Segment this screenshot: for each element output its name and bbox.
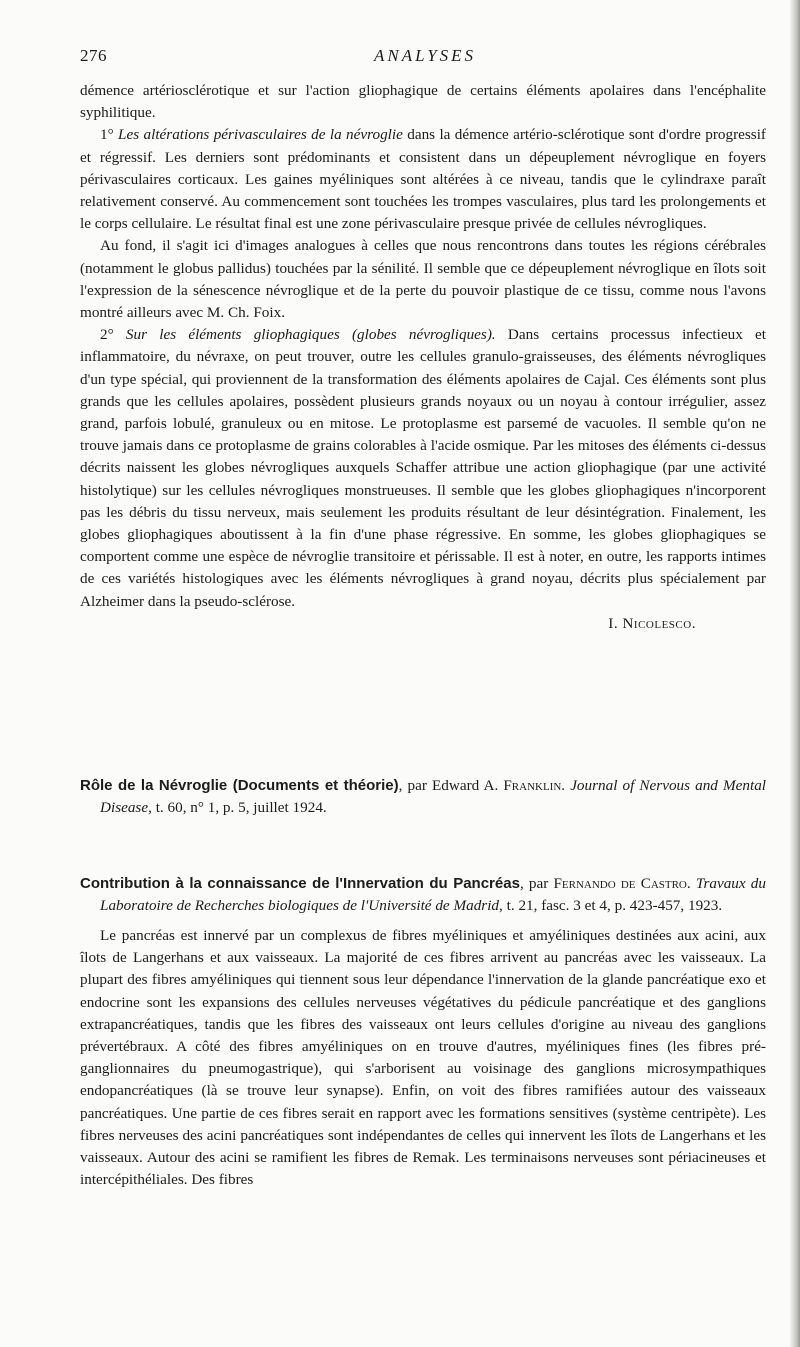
article-title: Contribution à la connaissance de l'Innervation du Pancréas — [80, 875, 520, 892]
reference: , t. 21, fasc. 3 et 4, p. 423-457, 1923. — [499, 897, 723, 915]
author-name: Fernando de Castro — [553, 875, 687, 892]
section-1-heading: Les altérations périvasculaires de la névroglie — [118, 126, 403, 144]
article-castro-body — [80, 925, 766, 1191]
section-1-text: dans la démence artério-sclérotique sont d'ordre progressif et régressif. Les derniers sont prédominants et consistent dans un dépeuplement névroglique en foyers périvasculaires corticaux. Les gaines myéliniques sont altérées à ce niveau, tandis que le cylindraxe paraît relativement conservé. Au commencement sont touchées les trompes vasculaires, plus tard les prolongements et le corps cellulaire. Le résultat final est une zone périvasculaire presque privée de cellules névrogliques. — [80, 126, 766, 233]
intro-paragraph: démence artériosclérotique et sur l'action gliophagique de certains éléments apolaires dans l'encéphalite syphilitique. — [80, 82, 766, 122]
journal-name: Journal of Nervous and Mental Disease — [100, 777, 767, 817]
signature-line — [80, 613, 766, 635]
running-title: ANALYSES — [373, 46, 477, 65]
section-2-paragraph — [80, 324, 766, 613]
reference: , t. 60, n° 1, p. 5, juillet 1924. — [148, 799, 327, 817]
section-1-number: 1° — [100, 126, 114, 144]
discussion-paragraph: Au fond, il s'agit ici d'images analogues à celles que nous rencontrons dans toutes les régions cérébrales (notamment le globus pallidus) touchées par la sénilité. Il semble que ce dépeuplement névroglique en îlots soit l'expression de la sénescence névroglique et de la perte du pouvoir plastique de ce tissu, comme nous l'avons montré ailleurs avec M. Ch. Foix. — [80, 237, 766, 322]
citation-castro — [80, 873, 766, 917]
section-1-paragraph — [80, 124, 766, 235]
journal-name: Travaux du Laboratoire de Recherches biologiques de l'Université de Madrid — [100, 875, 766, 915]
byline: , par — [519, 875, 554, 892]
author-name: Franklin — [503, 777, 562, 794]
pancreas-paragraph: Le pancréas est innervé par un complexus de fibres myéliniques et amyéliniques destinées aux acini, aux îlots de Langerhans et aux vaisseaux. La majorité de ces fibres arrivent au pancréas avec les vaisseaux. La plupart des fibres amyéliniques qui tiennent sous leur dépendance l'innervation de la glande pancréatique exo et endocrine sont les expansions des cellules nerveuses végétatives du pédicule pancréatique et des ganglions extrapancréatiques, tandis que les fibres des vaisseaux ont leurs cellules d'origine au niveau des ganglions prévertébraux. A côté des fibres amyéliniques on en trouve d'autres, myéliniques fines (les fibres pré-ganglionnaires du pneumogastrique), qui s'arborisent au voisinage des ganglions microsympathiques endopancréatiques (là se trouve leur synapse). Enfin, on voit des fibres ramifiées autour des vaisseaux pancréatiques. Une partie de ces fibres serait en rapport avec les formations sensitives (système centripète). Les fibres nerveuses des acini pancréatiques sont indépendantes de celles qui innervent les îlots de Langerhans et les vaisseaux. Autour des acini se ramifient les fibres de Remak. Les terminaisons nerveuses sont périacineuses et intercépithéliales. Des fibres — [80, 927, 766, 1189]
page-binding-edge — [790, 0, 800, 1347]
separator: . — [561, 777, 571, 794]
article-nicolesco — [80, 80, 766, 635]
article-franklin — [80, 775, 766, 819]
citation-franklin — [80, 775, 766, 819]
page-number: 276 — [80, 46, 107, 65]
byline: , par Edward A. — [398, 777, 504, 794]
author-signature: I. Nicolesco. — [608, 614, 696, 632]
article-title: Rôle de la Névroglie (Documents et théorie) — [80, 777, 399, 794]
section-2-number: 2° — [100, 326, 114, 344]
section-2-text: Dans certains processus infectieux et inflammatoire, du névraxe, on peut trouver, outre les cellules granulo-graisseuses, des éléments névrogliques d'un type spécial, qui proviennent de la transformation des éléments apolaires de Cajal. Ces éléments sont plus grands que les cellules apolaires, possèdent plusieurs grands noyaux ou un noyau à contour irrégulier, assez grand, parfois lobulé, granuleux ou en mitose. Le protoplasme est parsemé de vacuoles. Il semble qu'on ne trouve jamais dans ce protoplasme de grains colorables à l'acide osmique. Par les mitoses des éléments ci-dessus décrits naissent les globes névrogliques auxquels Schaffer attribue une action gliophagique (par une activité histolytique) sur les cellules névrogliques monstrueuses. Il semble que les globes gliophagiques n'incorporent pas les débris du tissu nerveux, mais seulement les produits résultant de leur désintégration. Finalement, les globes gliophagiques aboutissent à la fin d'une phase régressive. En somme, les globes gliophagiques se comportent comme une espèce de névroglie transitoire et périssable. Il est à noter, en outre, les rapports intimes de ces variétés histologiques avec les éléments névrogliques à grand noyau, décrits plus spécialement par Alzheimer dans la pseudo-sclérose. — [80, 326, 766, 610]
separator: . — [686, 875, 696, 892]
page-header — [80, 46, 770, 70]
article-castro-citation — [80, 873, 766, 917]
section-2-heading: Sur les éléments gliophagiques (globes névrogliques). — [125, 326, 496, 344]
